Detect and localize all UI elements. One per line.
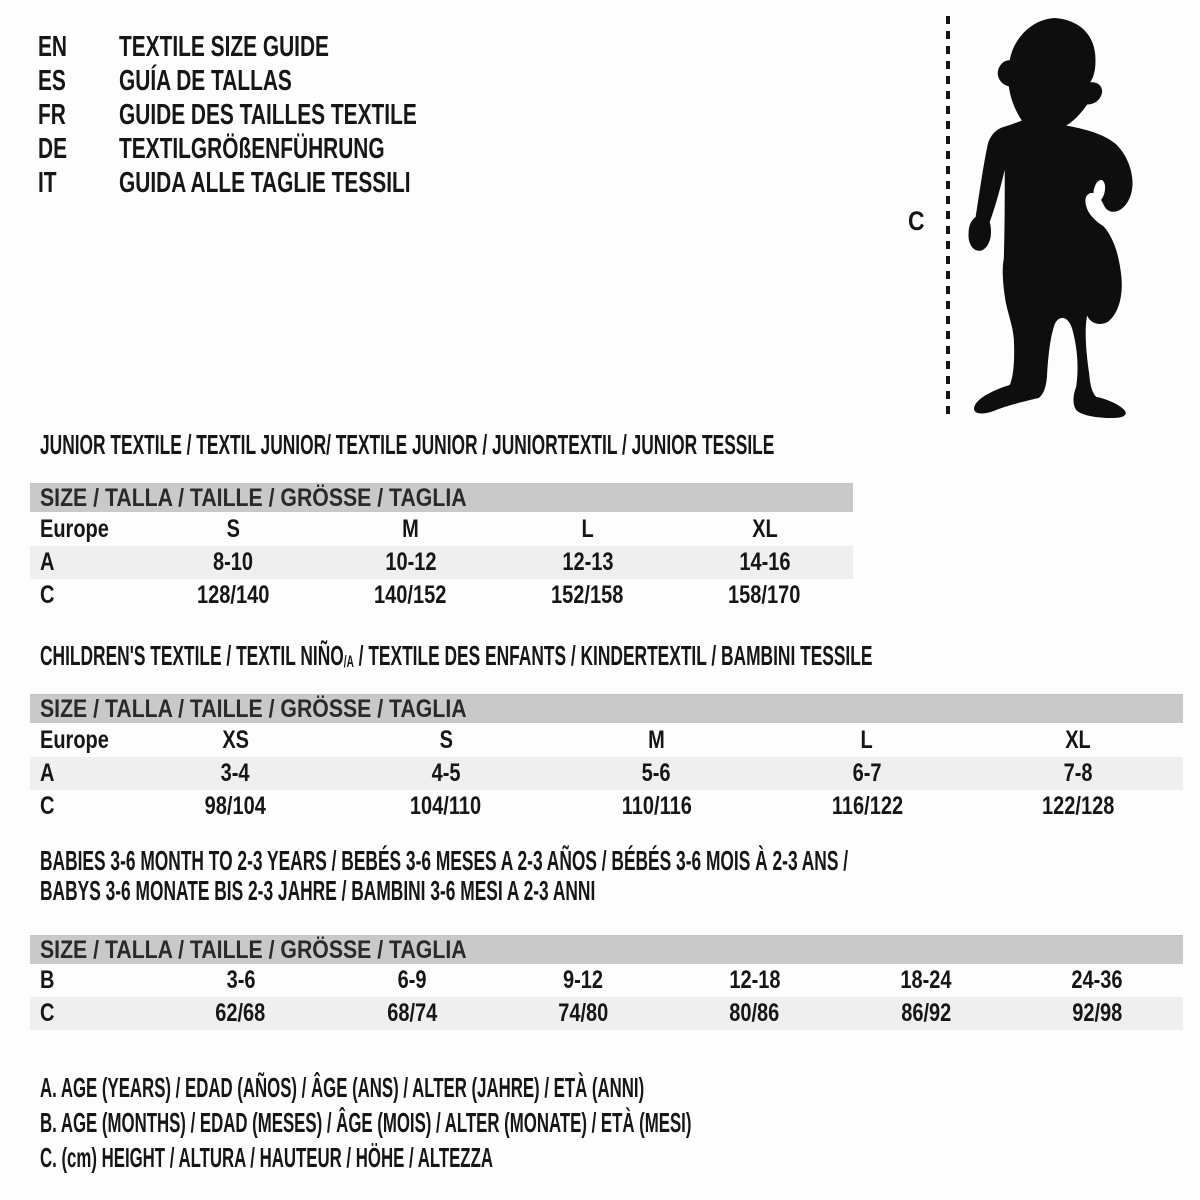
language-code <box>38 133 119 166</box>
babies-textile-section <box>30 846 1183 1030</box>
size-cell <box>130 723 341 757</box>
age-cell <box>341 757 552 790</box>
legend-line-a <box>40 1070 1126 1105</box>
cell-text: 12-13 <box>561 548 614 576</box>
babies-size-table <box>30 964 1183 1030</box>
cell-text: 18-24 <box>900 966 952 994</box>
height-cell <box>840 997 1011 1030</box>
cell-text: 24-36 <box>1071 966 1123 994</box>
cell-text: 122/128 <box>1041 792 1114 820</box>
cell-text: 110/116 <box>621 792 692 820</box>
age-cell <box>326 964 497 997</box>
age-cell <box>551 757 762 790</box>
cell-text: XL <box>1064 725 1091 754</box>
row-label-cell <box>30 997 155 1030</box>
children-size-table <box>30 723 1183 823</box>
cell-text: C <box>40 581 55 609</box>
page-title: TEXTILE SIZE GUIDE <box>119 30 329 63</box>
cell-text: 68/74 <box>386 999 438 1027</box>
size-cell <box>322 512 499 546</box>
list-item <box>38 64 533 98</box>
cell-text: L <box>581 514 594 543</box>
height-cell <box>669 997 840 1030</box>
children-section-heading-text <box>40 640 873 675</box>
legend-text: B. AGE (MONTHS) / EDAD (MESES) / ÂGE (MOIS) / ALTER (MONATE) / ETÀ (MESI) <box>40 1106 692 1138</box>
cell-text: Europe <box>40 725 109 754</box>
cell-text: M <box>648 725 665 754</box>
cell-text: 104/110 <box>410 792 482 820</box>
list-item <box>38 98 533 132</box>
legend-line-c <box>40 1140 1126 1175</box>
cell-text: 5-6 <box>642 759 671 787</box>
size-header-text: SIZE / TALLA / TAILLE / GRÖSSE / TAGLIA <box>40 695 467 723</box>
height-cell <box>498 997 669 1030</box>
junior-textile-section <box>30 429 853 612</box>
toddler-silhouette <box>966 16 1138 418</box>
table-row <box>30 723 1183 757</box>
cell-text: 12-18 <box>729 966 781 994</box>
region-label-cell <box>30 723 130 757</box>
junior-section-heading-text: JUNIOR TEXTILE / TEXTIL JUNIOR/ TEXTILE JUNIOR / JUNIORTEXTIL / JUNIOR TESSILE <box>40 429 775 460</box>
height-measure-label <box>908 206 928 237</box>
size-cell <box>499 512 676 546</box>
table-row <box>30 997 1183 1030</box>
row-label-cell <box>30 546 145 579</box>
age-cell <box>145 546 322 579</box>
page-title: GUIDA ALLE TAGLIE TESSILI <box>119 166 411 199</box>
heading-fragment: / TEXTILE DES ENFANTS / KINDERTEXTIL / BAMBINI TESSILE <box>353 640 873 671</box>
cell-text: 10-12 <box>384 548 437 576</box>
height-cell <box>130 790 341 823</box>
cell-text: 9-12 <box>563 966 604 994</box>
cell-text: A <box>40 759 55 787</box>
table-row <box>30 512 853 546</box>
cell-text: 7-8 <box>1063 759 1093 787</box>
cell-text: S <box>439 725 453 754</box>
language-code-text: ES <box>38 64 66 97</box>
size-cell <box>145 512 322 546</box>
size-cell <box>341 723 552 757</box>
cell-text: C <box>40 999 55 1027</box>
list-item <box>38 132 533 166</box>
list-item <box>38 166 533 200</box>
list-item <box>38 30 533 64</box>
age-cell <box>972 757 1183 790</box>
height-cell <box>145 579 322 612</box>
language-code-text: FR <box>38 98 66 131</box>
cell-text: 80/86 <box>729 999 780 1027</box>
babies-section-heading-line1 <box>40 846 1183 876</box>
cell-text: A <box>40 548 55 576</box>
age-cell <box>155 964 326 997</box>
height-cell <box>499 579 676 612</box>
junior-section-heading <box>40 429 853 460</box>
cell-text: 86/92 <box>900 999 951 1027</box>
cell-text: S <box>226 514 241 543</box>
heading-subscript: /A <box>343 652 354 671</box>
measurement-legend <box>40 1070 1126 1175</box>
cell-text: 3-6 <box>226 966 256 994</box>
height-cell <box>155 997 326 1030</box>
language-title-list <box>38 30 533 200</box>
table-row <box>30 579 853 612</box>
babies-section-heading-text: BABIES 3-6 MONTH TO 2-3 YEARS / BEBÉS 3-6 MESES A 2-3 AÑOS / BÉBÉS 3-6 MOIS À 2-3 ANS / <box>40 845 849 876</box>
row-label-cell <box>30 579 145 612</box>
cell-text: XS <box>221 725 249 754</box>
cell-text: 14-16 <box>738 548 791 576</box>
page-title: GUIDE DES TAILLES TEXTILE <box>119 98 417 131</box>
height-cell <box>326 997 497 1030</box>
cell-text: 4-5 <box>431 759 461 787</box>
legend-line-b <box>40 1105 1126 1140</box>
cell-text: C <box>40 792 55 820</box>
legend-text: A. AGE (YEARS) / EDAD (AÑOS) / ÂGE (ANS) / ALTER (JAHRE) / ETÀ (ANNI) <box>40 1071 645 1103</box>
height-cell <box>551 790 762 823</box>
row-label-cell <box>30 757 130 790</box>
region-label-cell <box>30 512 145 546</box>
cell-text: 98/104 <box>204 792 266 820</box>
page-title: TEXTILGRÖßENFÜHRUNG <box>119 132 385 165</box>
table-row <box>30 790 1183 823</box>
cell-text: L <box>860 725 874 754</box>
language-code <box>38 31 119 64</box>
cell-text: B <box>40 966 55 994</box>
junior-size-header-bar <box>30 483 853 512</box>
height-cell <box>972 790 1183 823</box>
cell-text: 3-4 <box>220 759 250 787</box>
size-header-text: SIZE / TALLA / TAILLE / GRÖSSE / TAGLIA <box>40 484 467 512</box>
language-code <box>38 99 119 132</box>
language-code-text: IT <box>38 166 57 199</box>
legend-text: C. (cm) HEIGHT / ALTURA / HAUTEUR / HÖHE / ALTEZZA <box>40 1141 493 1173</box>
row-label-cell <box>30 964 155 997</box>
height-cell <box>341 790 552 823</box>
age-cell <box>676 546 853 579</box>
size-cell <box>762 723 973 757</box>
children-section-heading <box>40 640 1183 671</box>
size-cell <box>972 723 1183 757</box>
age-cell <box>669 964 840 997</box>
age-cell <box>762 757 973 790</box>
size-cell <box>551 723 762 757</box>
cell-text: 116/122 <box>831 792 903 820</box>
cell-text: XL <box>751 514 778 543</box>
cell-text: 128/140 <box>197 581 270 609</box>
age-cell <box>499 546 676 579</box>
cell-text: 92/98 <box>1072 999 1123 1027</box>
babies-section-heading-text: BABYS 3-6 MONATE BIS 2-3 JAHRE / BAMBINI 3-6 MESI A 2-3 ANNI <box>40 875 596 906</box>
height-cell <box>676 579 853 612</box>
language-code <box>38 65 119 98</box>
babies-section-heading-line2 <box>40 876 1183 906</box>
babies-size-header-bar <box>30 935 1183 964</box>
language-code-text: EN <box>38 30 68 63</box>
age-cell <box>130 757 341 790</box>
age-cell <box>840 964 1011 997</box>
height-measure-label-text: C <box>908 206 925 236</box>
language-code <box>38 167 119 200</box>
height-cell <box>762 790 973 823</box>
cell-text: 140/152 <box>374 581 447 609</box>
heading-fragment: CHILDREN'S TEXTILE / TEXTIL NIÑO <box>40 640 344 671</box>
children-textile-section <box>30 640 1183 823</box>
cell-text: 74/80 <box>558 999 609 1027</box>
size-cell <box>676 512 853 546</box>
page-title: GUÍA DE TALLAS <box>119 64 292 97</box>
cell-text: 62/68 <box>215 999 266 1027</box>
children-size-header-bar <box>30 694 1183 723</box>
cell-text: 158/170 <box>728 581 801 609</box>
height-measure-dashed-line <box>946 16 950 416</box>
cell-text: 6-7 <box>852 759 882 787</box>
age-cell <box>1012 964 1183 997</box>
row-label-cell <box>30 790 130 823</box>
junior-size-table <box>30 512 853 612</box>
language-code-text: DE <box>38 132 68 165</box>
cell-text: Europe <box>40 514 109 543</box>
table-row <box>30 546 853 579</box>
age-cell <box>322 546 499 579</box>
age-cell <box>498 964 669 997</box>
cell-text: M <box>402 514 419 543</box>
table-row <box>30 757 1183 790</box>
cell-text: 152/158 <box>551 581 624 609</box>
height-cell <box>322 579 499 612</box>
size-header-text: SIZE / TALLA / TAILLE / GRÖSSE / TAGLIA <box>40 936 467 964</box>
table-row <box>30 964 1183 997</box>
height-cell <box>1012 997 1183 1030</box>
cell-text: 6-9 <box>397 966 427 994</box>
cell-text: 8-10 <box>213 548 254 576</box>
